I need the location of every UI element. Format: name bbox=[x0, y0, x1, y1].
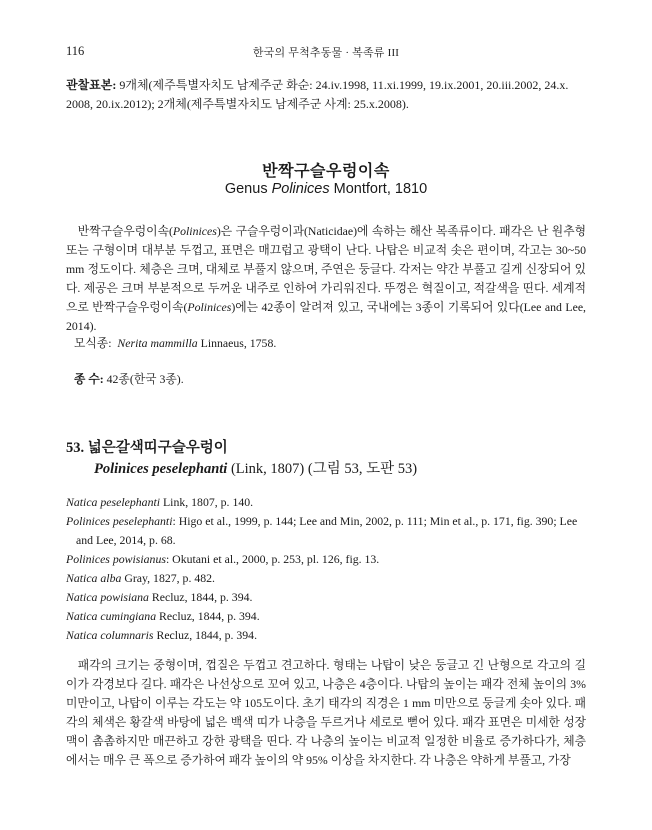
genus-latin-title bbox=[0, 181, 652, 197]
species-description bbox=[66, 656, 586, 770]
synonym-name: Polinices peselephanti bbox=[66, 514, 173, 528]
synonym-item bbox=[66, 550, 586, 569]
intro-genus-2: Polinices bbox=[187, 300, 232, 314]
synonym-name: Natica alba bbox=[66, 571, 122, 585]
synonym-item bbox=[66, 588, 586, 607]
intro-text-3: )에는 42종이 알려져 있고, 국내에는 3종이 기록되어 있다(Lee and Lee, 2014). bbox=[66, 300, 587, 333]
synonym-list bbox=[66, 493, 586, 645]
synonym-item bbox=[66, 607, 586, 626]
species-author: (Link, 1807) (그림 53, 도판 53) bbox=[227, 461, 418, 477]
species-count-text: 42종(한국 3종). bbox=[103, 372, 184, 386]
specimen-text: 9개체(제주특별자치도 남제주군 화순: 24.iv.1998, 11.xi.1999, 19.ix.2001, 20.iii.2002, 24.x. 2008, 20.ix.2012); 2개체(제주특별자치도 남제주군 사계: 25.x.2008). bbox=[66, 78, 569, 111]
genus-author: Montfort, 1810 bbox=[329, 181, 428, 197]
type-species-author: Linnaeus, 1758. bbox=[197, 336, 277, 350]
intro-text-2: )은 구슬우렁이과(Naticidae)에 속하는 해산 복족류이다. 패각은 난 원추형 또는 구형이며 대부분 두껍고, 표면은 매끄럽고 광택이 난다. 나탑은 비교적 솟은 편이며, 각고는 30~50 mm 정도이다. 체층은 크며, 대체로 부풀지 않으며, 주연은 둥글다. 각저는 약간 부풀고 길게 신장되어 있다. 제공은 크며 부분적으로 두꺼운 내주로 인하여 가리워진다. 뚜껑은 혁질이고, 적갈색을 띤다. 세계적으로 반짝구슬우렁이속( bbox=[66, 224, 586, 314]
species-description-text: 패각의 크기는 중형이며, 껍질은 두껍고 견고하다. 형태는 나탑이 낮은 둥글고 긴 난형으로 각고의 길이가 각경보다 길다. 패각은 나선상으로 꼬여 있고, 나층은 4층이다. 나탑의 높이는 패각 전체 높이의 3% 미만이고, 나탑이 이루는 각도는 약 105도이다. 초기 태각의 직경은 1 mm 미만으로 둥글게 솟아 있다. 패각의 체색은 황갈색 바탕에 넓은 백색 띠가 나층을 두르거나 세로로 뻗어 있다. 패각 표면은 미세한 성장맥이 촘촘하지만 매끈하고 강한 광택을 띤다. 각 나층의 높이는 비교적 일정한 비율로 증가하다가, 체층에서는 매우 큰 폭으로 증가하여 패각 높이의 약 95% 이상을 차지한다. 각 나층은 약하게 부풀고, 가장 bbox=[66, 658, 586, 767]
species-count bbox=[74, 370, 184, 387]
species-korean-title: 53. 넓은갈색띠구슬우렁이 bbox=[66, 440, 228, 456]
synonym-item bbox=[66, 512, 586, 550]
running-title: 한국의 무척추동물 · 복족류 III bbox=[252, 47, 400, 59]
genus-description bbox=[66, 222, 586, 336]
intro-genus-1: Polinices bbox=[172, 224, 217, 238]
specimen-label: 관찰표본: bbox=[66, 78, 117, 92]
synonym-ref: Recluz, 1844, p. 394. bbox=[156, 609, 260, 623]
species-count-label: 종 수: bbox=[74, 372, 104, 386]
genus-name: Polinices bbox=[271, 181, 330, 197]
genus-korean-title: 반짝구슬우렁이속 bbox=[262, 163, 390, 180]
synonym-item bbox=[66, 493, 586, 512]
type-species bbox=[74, 334, 276, 351]
synonym-name: Polinices powisianus bbox=[66, 552, 166, 566]
specimen-paragraph bbox=[66, 76, 586, 114]
synonym-name: Natica cumingiana bbox=[66, 609, 157, 623]
synonym-ref: : Okutani et al., 2000, p. 253, pl. 126, fig. 13. bbox=[165, 552, 380, 566]
page-number: 116 bbox=[66, 44, 85, 58]
synonym-ref: Recluz, 1844, p. 394. bbox=[148, 590, 253, 604]
synonym-ref: : Higo et al., 1999, p. 144; Lee and Min, 2002, p. 111; Min et al., p. 171, fig. 390; Lee and Lee, 2014, p. 68. bbox=[76, 514, 578, 547]
synonym-name: Natica peselephanti bbox=[66, 495, 161, 509]
synonym-ref: Link, 1807, p. 140. bbox=[160, 495, 254, 509]
synonym-ref: Gray, 1827, p. 482. bbox=[121, 571, 215, 585]
species-latin-title bbox=[94, 457, 417, 478]
type-species-name: Nerita mammilla bbox=[117, 336, 198, 350]
synonym-name: Natica columnaris bbox=[66, 628, 154, 642]
synonym-ref: Recluz, 1844, p. 394. bbox=[153, 628, 258, 642]
genus-prefix: Genus bbox=[224, 181, 272, 197]
type-species-label: 모식종: bbox=[74, 336, 112, 350]
synonym-item bbox=[66, 626, 586, 645]
synonym-name: Natica powisiana bbox=[66, 590, 149, 604]
synonym-item bbox=[66, 569, 586, 588]
intro-text-1: 반짝구슬우렁이속( bbox=[77, 224, 173, 238]
species-name: Polinices peselephanti bbox=[94, 461, 228, 477]
